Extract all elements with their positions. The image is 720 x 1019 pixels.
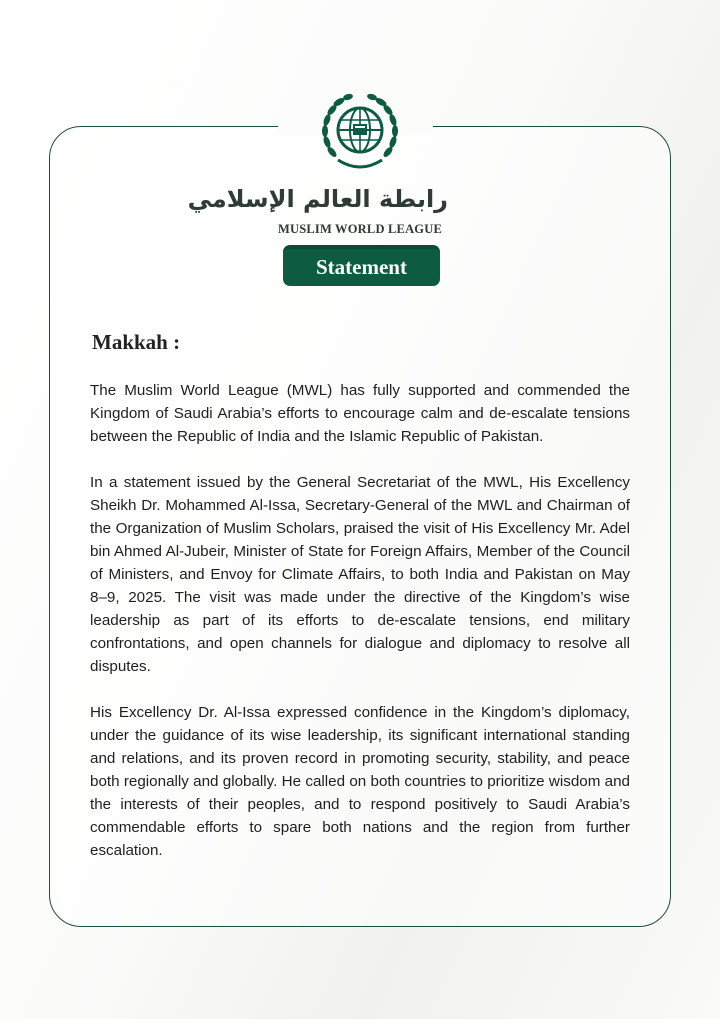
organization-english-name: MUSLIM WORLD LEAGUE — [277, 222, 442, 236]
organization-arabic-name: رابطة العالم الإسلامي — [187, 185, 448, 213]
location-heading: Makkah : — [92, 330, 181, 354]
paragraph-2: In a statement issued by the General Secretariat of the MWL, His Excellency Sheikh Dr. Mohammed Al-Issa, Secretary-General of the MWL and Chairman of the Organization of Muslim Scholars, praised the visit of His Excellency Mr. Adel bin Ahmed Al-Jubeir, Minister of State for Foreign Affairs, Member of the Council of Ministers, and Envoy for Climate Affairs, to both India and Pakistan on May 8–9, 2025. The visit was made under the directive of the Kingdom’s wise leadership as part of its efforts to de-escalate tensions, end military confrontations, and open channels for dialogue and diplomacy to resolve all disputes. — [90, 474, 630, 675]
paragraph-1: The Muslim World League (MWL) has fully supported and commended the Kingdom of Saudi Arabia’s efforts to encourage calm and de-escalate tensions between the Republic of India and the Islamic Republic of Pakistan. — [90, 382, 630, 445]
statement-body — [90, 379, 630, 885]
paragraph-3: His Excellency Dr. Al-Issa expressed confidence in the Kingdom’s diplomacy, under the guidance of its wise leadership, its significant international standing and relations, and its proven record in promoting security, stability, and peace both regionally and globally. He called on both countries to prioritize wisdom and the interests of their peoples, and to respond positively to Saudi Arabia’s commendable efforts to spare both nations and the region from further escalation. — [90, 704, 630, 859]
globe-laurel-emblem-icon — [318, 90, 402, 174]
statement-badge: Statement — [283, 245, 440, 286]
